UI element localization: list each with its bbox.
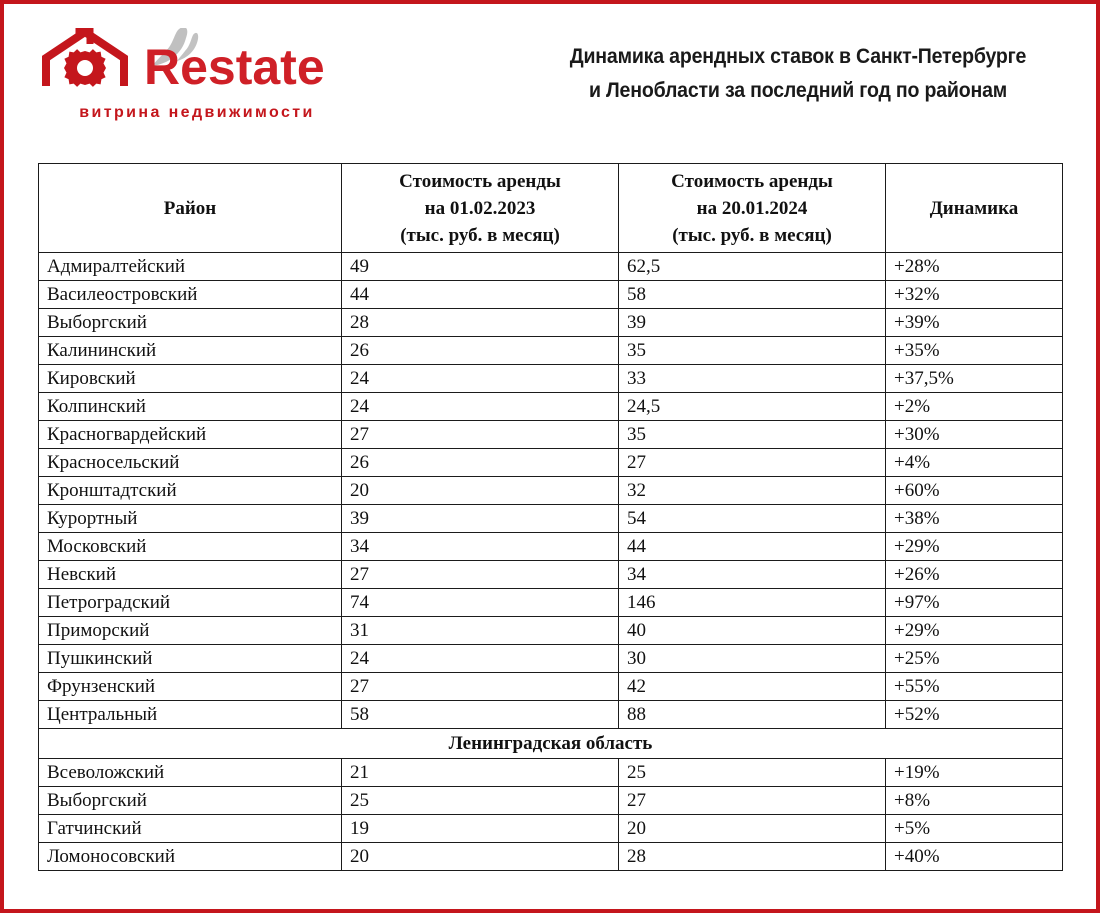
page-title-line2: и Ленобласти за последний год по районам <box>588 79 1008 102</box>
table-row <box>39 281 1063 309</box>
table-head <box>39 164 1063 253</box>
cell-price-2024: 42 <box>619 673 886 701</box>
cell-dynamics: +39% <box>886 309 1063 337</box>
column-header-price-2024-line3: (тыс. руб. в месяц) <box>672 224 832 246</box>
cell-price-2024: 58 <box>619 281 886 309</box>
table-header-row <box>39 164 1063 253</box>
table-row <box>39 701 1063 729</box>
column-header-district <box>39 164 342 253</box>
cell-price-2024: 27 <box>619 449 886 477</box>
cell-price-2023: 19 <box>342 815 619 843</box>
cell-price-2024: 25 <box>619 759 886 787</box>
restate-wordmark: Restate <box>144 39 325 95</box>
cell-price-2023: 28 <box>342 309 619 337</box>
cell-district: Кировский <box>39 365 342 393</box>
cell-dynamics: +26% <box>886 561 1063 589</box>
table-row <box>39 533 1063 561</box>
cell-price-2023: 26 <box>342 337 619 365</box>
house-gear-icon <box>46 30 124 87</box>
section-label: Ленинградская область <box>39 729 1063 759</box>
table-body <box>39 253 1063 871</box>
cell-price-2023: 58 <box>342 701 619 729</box>
cell-dynamics: +52% <box>886 701 1063 729</box>
table-row <box>39 617 1063 645</box>
cell-district: Выборгский <box>39 309 342 337</box>
cell-price-2024: 27 <box>619 787 886 815</box>
cell-dynamics: +32% <box>886 281 1063 309</box>
cell-district: Фрунзенский <box>39 673 342 701</box>
cell-price-2024: 54 <box>619 505 886 533</box>
cell-price-2023: 24 <box>342 365 619 393</box>
cell-price-2023: 27 <box>342 673 619 701</box>
cell-price-2024: 32 <box>619 477 886 505</box>
cell-dynamics: +55% <box>886 673 1063 701</box>
cell-dynamics: +35% <box>886 337 1063 365</box>
rental-rates-table-container <box>38 163 1062 871</box>
table-row <box>39 759 1063 787</box>
cell-district: Центральный <box>39 701 342 729</box>
cell-price-2024: 20 <box>619 815 886 843</box>
cell-price-2023: 74 <box>342 589 619 617</box>
cell-district: Красносельский <box>39 449 342 477</box>
cell-price-2024: 39 <box>619 309 886 337</box>
cell-district: Калининский <box>39 337 342 365</box>
cell-district: Красногвардейский <box>39 421 342 449</box>
column-header-price-2024-line1: Стоимость аренды <box>671 170 833 192</box>
table-row <box>39 505 1063 533</box>
table-row <box>39 253 1063 281</box>
table-row <box>39 589 1063 617</box>
cell-price-2024: 44 <box>619 533 886 561</box>
cell-dynamics: +28% <box>886 253 1063 281</box>
cell-price-2024: 30 <box>619 645 886 673</box>
cell-district: Ломоносовский <box>39 843 342 871</box>
cell-price-2023: 44 <box>342 281 619 309</box>
cell-dynamics: +30% <box>886 421 1063 449</box>
cell-dynamics: +38% <box>886 505 1063 533</box>
column-header-district-line1: Район <box>163 197 217 219</box>
cell-district: Всеволожский <box>39 759 342 787</box>
restate-logo-mark <box>40 28 330 98</box>
cell-price-2024: 40 <box>619 617 886 645</box>
cell-price-2023: 25 <box>342 787 619 815</box>
cell-district: Московский <box>39 533 342 561</box>
table-row <box>39 787 1063 815</box>
column-header-price-2023-line2: на 01.02.2023 <box>424 197 536 219</box>
column-header-price-2023-line3: (тыс. руб. в месяц) <box>400 224 560 246</box>
table-row <box>39 421 1063 449</box>
cell-dynamics: +29% <box>886 617 1063 645</box>
logo-tagline: витрина недвижимости <box>79 104 315 121</box>
cell-dynamics: +4% <box>886 449 1063 477</box>
table-row <box>39 673 1063 701</box>
cell-district: Пушкинский <box>39 645 342 673</box>
column-header-price-2023-line1: Стоимость аренды <box>399 170 561 192</box>
cell-dynamics: +60% <box>886 477 1063 505</box>
cell-price-2024: 35 <box>619 337 886 365</box>
cell-price-2024: 35 <box>619 421 886 449</box>
cell-price-2023: 39 <box>342 505 619 533</box>
page-title-line1: Динамика арендных ставок в Санкт-Петербурге <box>569 45 1027 68</box>
cell-dynamics: +19% <box>886 759 1063 787</box>
cell-price-2023: 34 <box>342 533 619 561</box>
cell-price-2023: 21 <box>342 759 619 787</box>
cell-price-2023: 31 <box>342 617 619 645</box>
cell-dynamics: +37,5% <box>886 365 1063 393</box>
table-section-row <box>39 729 1063 759</box>
column-header-price-2023 <box>342 164 619 253</box>
table-row <box>39 337 1063 365</box>
cell-district: Гатчинский <box>39 815 342 843</box>
cell-price-2024: 34 <box>619 561 886 589</box>
cell-district: Приморский <box>39 617 342 645</box>
cell-dynamics: +25% <box>886 645 1063 673</box>
table-row <box>39 843 1063 871</box>
cell-dynamics: +2% <box>886 393 1063 421</box>
table-row <box>39 561 1063 589</box>
cell-price-2024: 28 <box>619 843 886 871</box>
column-header-dynamics <box>886 164 1063 253</box>
cell-price-2023: 26 <box>342 449 619 477</box>
restate-logo[interactable] <box>40 28 340 136</box>
cell-price-2024: 24,5 <box>619 393 886 421</box>
table-row <box>39 477 1063 505</box>
table-row <box>39 365 1063 393</box>
cell-dynamics: +5% <box>886 815 1063 843</box>
cell-price-2024: 88 <box>619 701 886 729</box>
table-row <box>39 309 1063 337</box>
cell-district: Выборгский <box>39 787 342 815</box>
page-header <box>4 4 1096 144</box>
cell-price-2023: 24 <box>342 393 619 421</box>
cell-dynamics: +97% <box>886 589 1063 617</box>
cell-district: Василеостровский <box>39 281 342 309</box>
table-row <box>39 393 1063 421</box>
cell-district: Петроградский <box>39 589 342 617</box>
cell-district: Курортный <box>39 505 342 533</box>
cell-price-2023: 20 <box>342 477 619 505</box>
cell-dynamics: +29% <box>886 533 1063 561</box>
cell-district: Колпинский <box>39 393 342 421</box>
cell-price-2024: 62,5 <box>619 253 886 281</box>
cell-district: Невский <box>39 561 342 589</box>
cell-dynamics: +40% <box>886 843 1063 871</box>
cell-price-2023: 27 <box>342 561 619 589</box>
cell-price-2023: 24 <box>342 645 619 673</box>
column-header-price-2024 <box>619 164 886 253</box>
cell-dynamics: +8% <box>886 787 1063 815</box>
page-title <box>528 40 1068 108</box>
cell-price-2024: 33 <box>619 365 886 393</box>
cell-price-2023: 27 <box>342 421 619 449</box>
column-header-dynamics-line1: Динамика <box>929 197 1019 219</box>
cell-price-2023: 20 <box>342 843 619 871</box>
cell-price-2023: 49 <box>342 253 619 281</box>
table-row <box>39 449 1063 477</box>
table-row <box>39 815 1063 843</box>
column-header-price-2024-line2: на 20.01.2024 <box>696 197 808 219</box>
cell-district: Кронштадтский <box>39 477 342 505</box>
cell-district: Адмиралтейский <box>39 253 342 281</box>
table-row <box>39 645 1063 673</box>
rental-rates-table <box>38 163 1063 871</box>
cell-price-2024: 146 <box>619 589 886 617</box>
